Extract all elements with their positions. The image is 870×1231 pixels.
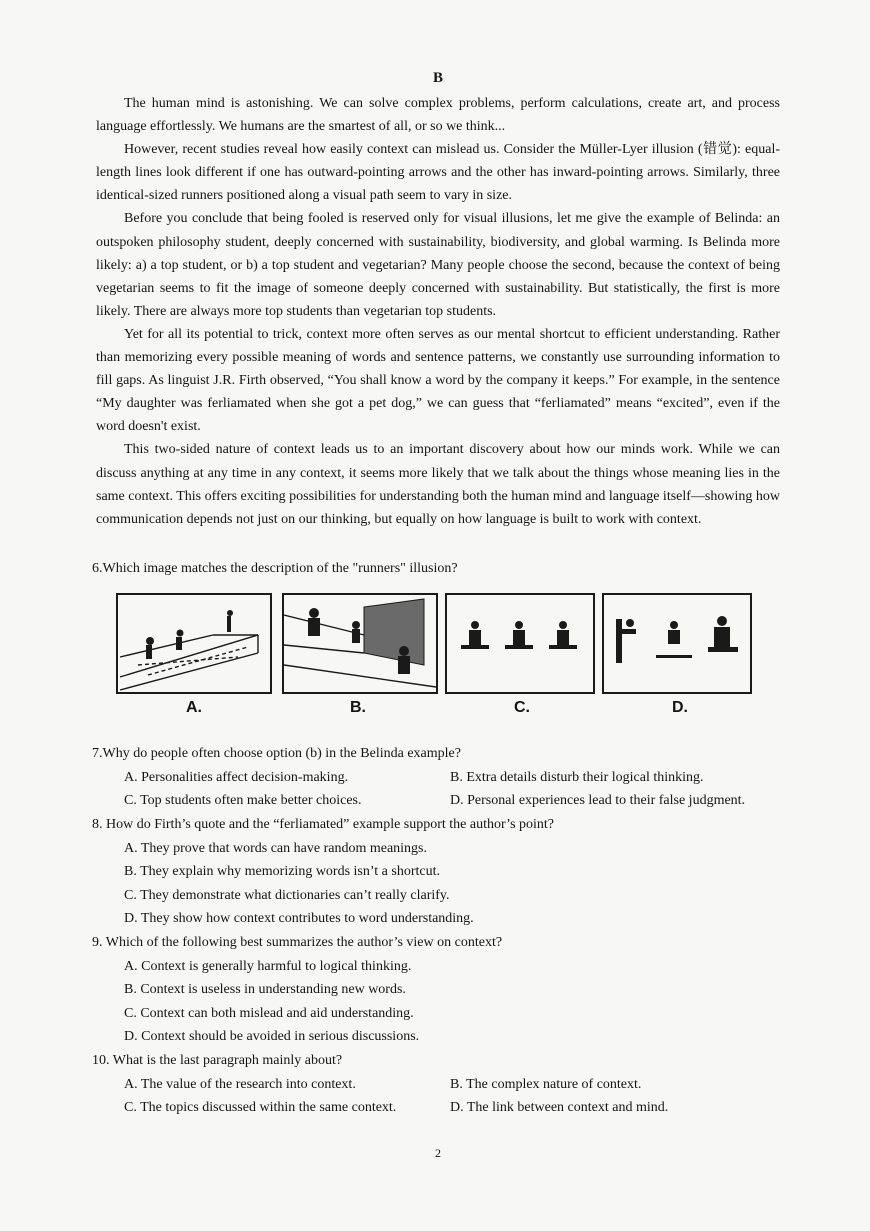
option-a[interactable]: A. The value of the research into context. xyxy=(124,1076,356,1092)
option-d-label: D. xyxy=(672,699,688,716)
paragraph: This two-sided nature of context leads us to an important discovery about how our minds work. While we can discuss anything at any time in any context, it seems more likely that we talk about the things whose meaning lies in the same context. This offers exciting possibilities for understanding both the human mind and language itself—showing how communication depends not just on our thinking, but equally on how language is built to work with context. xyxy=(96,442,780,527)
runners-perspective-drawing xyxy=(118,595,270,692)
option-a[interactable]: A. They prove that words can have random meanings. xyxy=(124,840,427,856)
three-runners-drawing xyxy=(447,595,593,692)
section-title: B xyxy=(432,70,443,86)
question-stem: 8. How do Firth’s quote and the “ferliamated” example support the author’s point? xyxy=(92,817,555,832)
option-a-label: A. xyxy=(186,699,202,716)
runners-figure xyxy=(116,593,756,723)
question-stem: 9. Which of the following best summarizes the author’s view on context? xyxy=(92,935,503,950)
option-c-image[interactable] xyxy=(445,593,595,694)
question-stem: 10. What is the last paragraph mainly about? xyxy=(92,1053,343,1068)
question-stem: 7.Why do people often choose option (b) in the Belinda example? xyxy=(92,746,461,761)
option-d[interactable]: D. They show how context contributes to word understanding. xyxy=(124,911,474,926)
option-b[interactable]: B. Context is useless in understanding new words. xyxy=(124,982,406,997)
question-9 xyxy=(92,931,502,1049)
paragraph: The human mind is astonishing. We can solve complex problems, perform calculations, create art, and process language effortlessly. We humans are the smartest of all, or so we think... xyxy=(96,96,780,135)
option-c-label: C. xyxy=(514,699,530,716)
option-b[interactable]: B. Extra details disturb their logical thinking. xyxy=(450,769,704,785)
paragraph: Yet for all its potential to trick, context more often serves as our mental shortcut to efficient understanding. Rather than memorizing every possible meaning of words and sentence patterns, we constantly use surrounding information to fill gaps. As linguist J.R. Firth observed, “You shall know a word by the company it keeps.” For example, in the sentence “My daughter was ferliamated when she got a pet dog,” we can guess that “ferliamated” means “excited”, even if the word doesn't exist. xyxy=(96,326,780,435)
option-a-image[interactable] xyxy=(116,593,272,694)
question-stem: 6.Which image matches the description of the "runners" illusion? xyxy=(92,561,458,576)
paragraph: However, recent studies reveal how easily context can mislead us. Consider the Müller-Lyer illusion (错觉): equal-length lines look different if one has outward-pointing arrows and the other has inward-pointing arrows. Similarly, three identical-sized runners positioned along a visual path seem to vary in size. xyxy=(96,142,780,204)
option-d-image[interactable] xyxy=(602,593,752,694)
question-8 xyxy=(92,813,554,931)
option-d[interactable]: D. Context should be avoided in serious discussions. xyxy=(124,1029,420,1044)
three-figures-drawing xyxy=(604,595,750,692)
option-a[interactable]: A. Context is generally harmful to logical thinking. xyxy=(124,958,412,974)
option-b-label: B. xyxy=(350,699,366,716)
option-c[interactable]: C. Top students often make better choices. xyxy=(124,793,362,808)
question-7 xyxy=(92,742,776,813)
page-number: 2 xyxy=(435,1146,441,1160)
option-c[interactable]: C. Context can both mislead and aid understanding. xyxy=(124,1005,414,1021)
option-c[interactable]: C. The topics discussed within the same context. xyxy=(124,1100,397,1115)
option-c[interactable]: C. They demonstrate what dictionaries can’t really clarify. xyxy=(124,887,450,903)
question-10 xyxy=(92,1049,776,1120)
option-d[interactable]: D. The link between context and mind. xyxy=(450,1100,669,1115)
reading-passage xyxy=(96,92,780,531)
question-6 xyxy=(92,557,458,581)
option-a[interactable]: A. Personalities affect decision-making. xyxy=(124,769,349,785)
option-b[interactable]: B. The complex nature of context. xyxy=(450,1076,642,1092)
option-d[interactable]: D. Personal experiences lead to their false judgment. xyxy=(450,793,746,808)
option-b-image[interactable] xyxy=(282,593,438,694)
runners-corridor-drawing xyxy=(284,595,436,692)
option-b[interactable]: B. They explain why memorizing words isn’t a shortcut. xyxy=(124,864,440,879)
paragraph: Before you conclude that being fooled is reserved only for visual illusions, let me give the example of Belinda: an outspoken philosophy student, deeply concerned with sustainability, biodiversity, and global warming. Is Belinda more likely: a) a top student, or b) a top student and vegetarian? Many people choose the second, because the context of being vegetarian seems to fit the image of someone deeply concerned with sustainability. But statistically, the first is more likely. There are always more top students than vegetarian top students. xyxy=(96,211,780,319)
